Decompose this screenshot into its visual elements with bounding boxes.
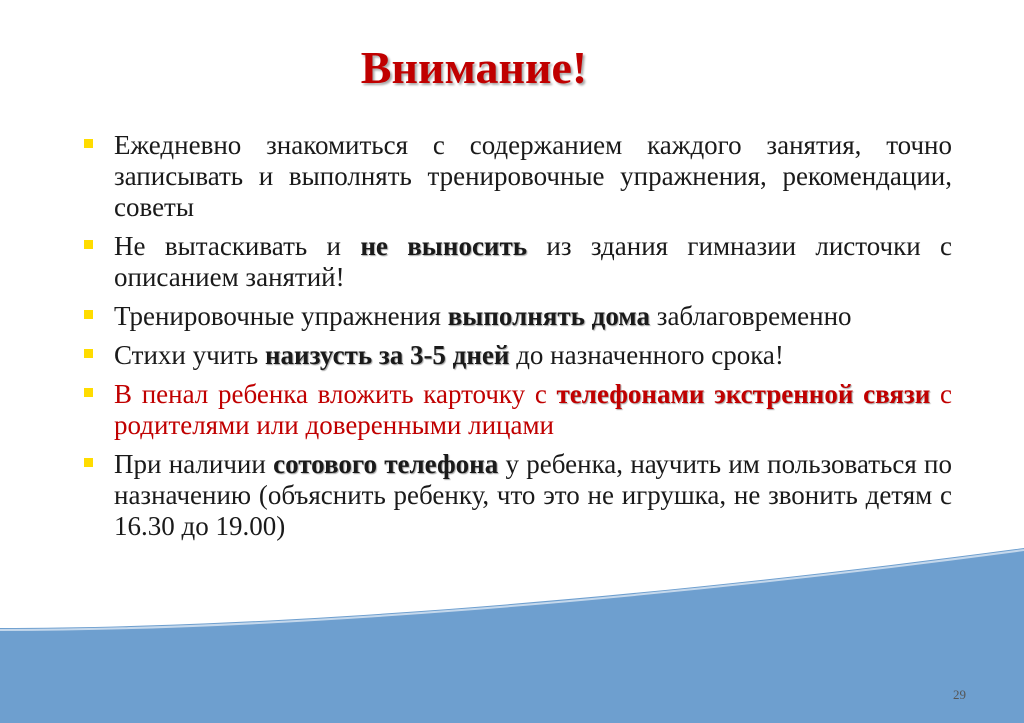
bullet-item [84, 301, 952, 332]
bullet-text: Ежедневно знакомиться с содержанием каждого занятия, точно записывать и выполнять тренировочные упражнения, рекомендации, советы [114, 130, 952, 222]
bullet-item [84, 379, 952, 441]
bullet-emphasis: сотового телефона [273, 449, 499, 479]
square-bullet-icon [84, 458, 93, 467]
bullet-text: до назначенного срока! [509, 340, 784, 370]
square-bullet-icon [84, 310, 93, 319]
bullet-item [84, 449, 952, 542]
square-bullet-icon [84, 388, 93, 397]
bullet-text: В пенал ребенка вложить карточку с [114, 379, 557, 409]
bullet-text: у ребенка, научить им пользоваться по назначению (объяснить ребенку, что это не игрушка, не звонить детям с 16.30 до 19.00) [114, 449, 952, 541]
bullet-item [84, 231, 952, 293]
bullet-emphasis: телефонами экстренной связи [556, 379, 931, 409]
square-bullet-icon [84, 139, 93, 148]
bullet-text: из здания гимназии листочки с описанием занятий! [114, 231, 953, 292]
slide-number: 29 [953, 687, 966, 702]
bullet-text: Тренировочные упражнения [114, 301, 448, 331]
bullet-list [84, 130, 952, 550]
slide-title: Внимание! [360, 42, 588, 93]
bullet-emphasis: не выносить [360, 231, 528, 261]
bullet-text: с родителями или доверенными лицами [114, 379, 952, 440]
bullet-emphasis: выполнять дома [447, 301, 651, 331]
square-bullet-icon [84, 240, 93, 249]
square-bullet-icon [84, 349, 93, 358]
bullet-text: Не вытаскивать и [114, 231, 361, 261]
bullet-item [84, 340, 952, 371]
bullet-item [84, 130, 952, 223]
bullet-text: заблаговременно [650, 301, 852, 331]
bullet-text: При наличии [114, 449, 274, 479]
bullet-text: Стихи учить [114, 340, 265, 370]
bullet-emphasis: наизусть за 3-5 дней [265, 340, 510, 370]
